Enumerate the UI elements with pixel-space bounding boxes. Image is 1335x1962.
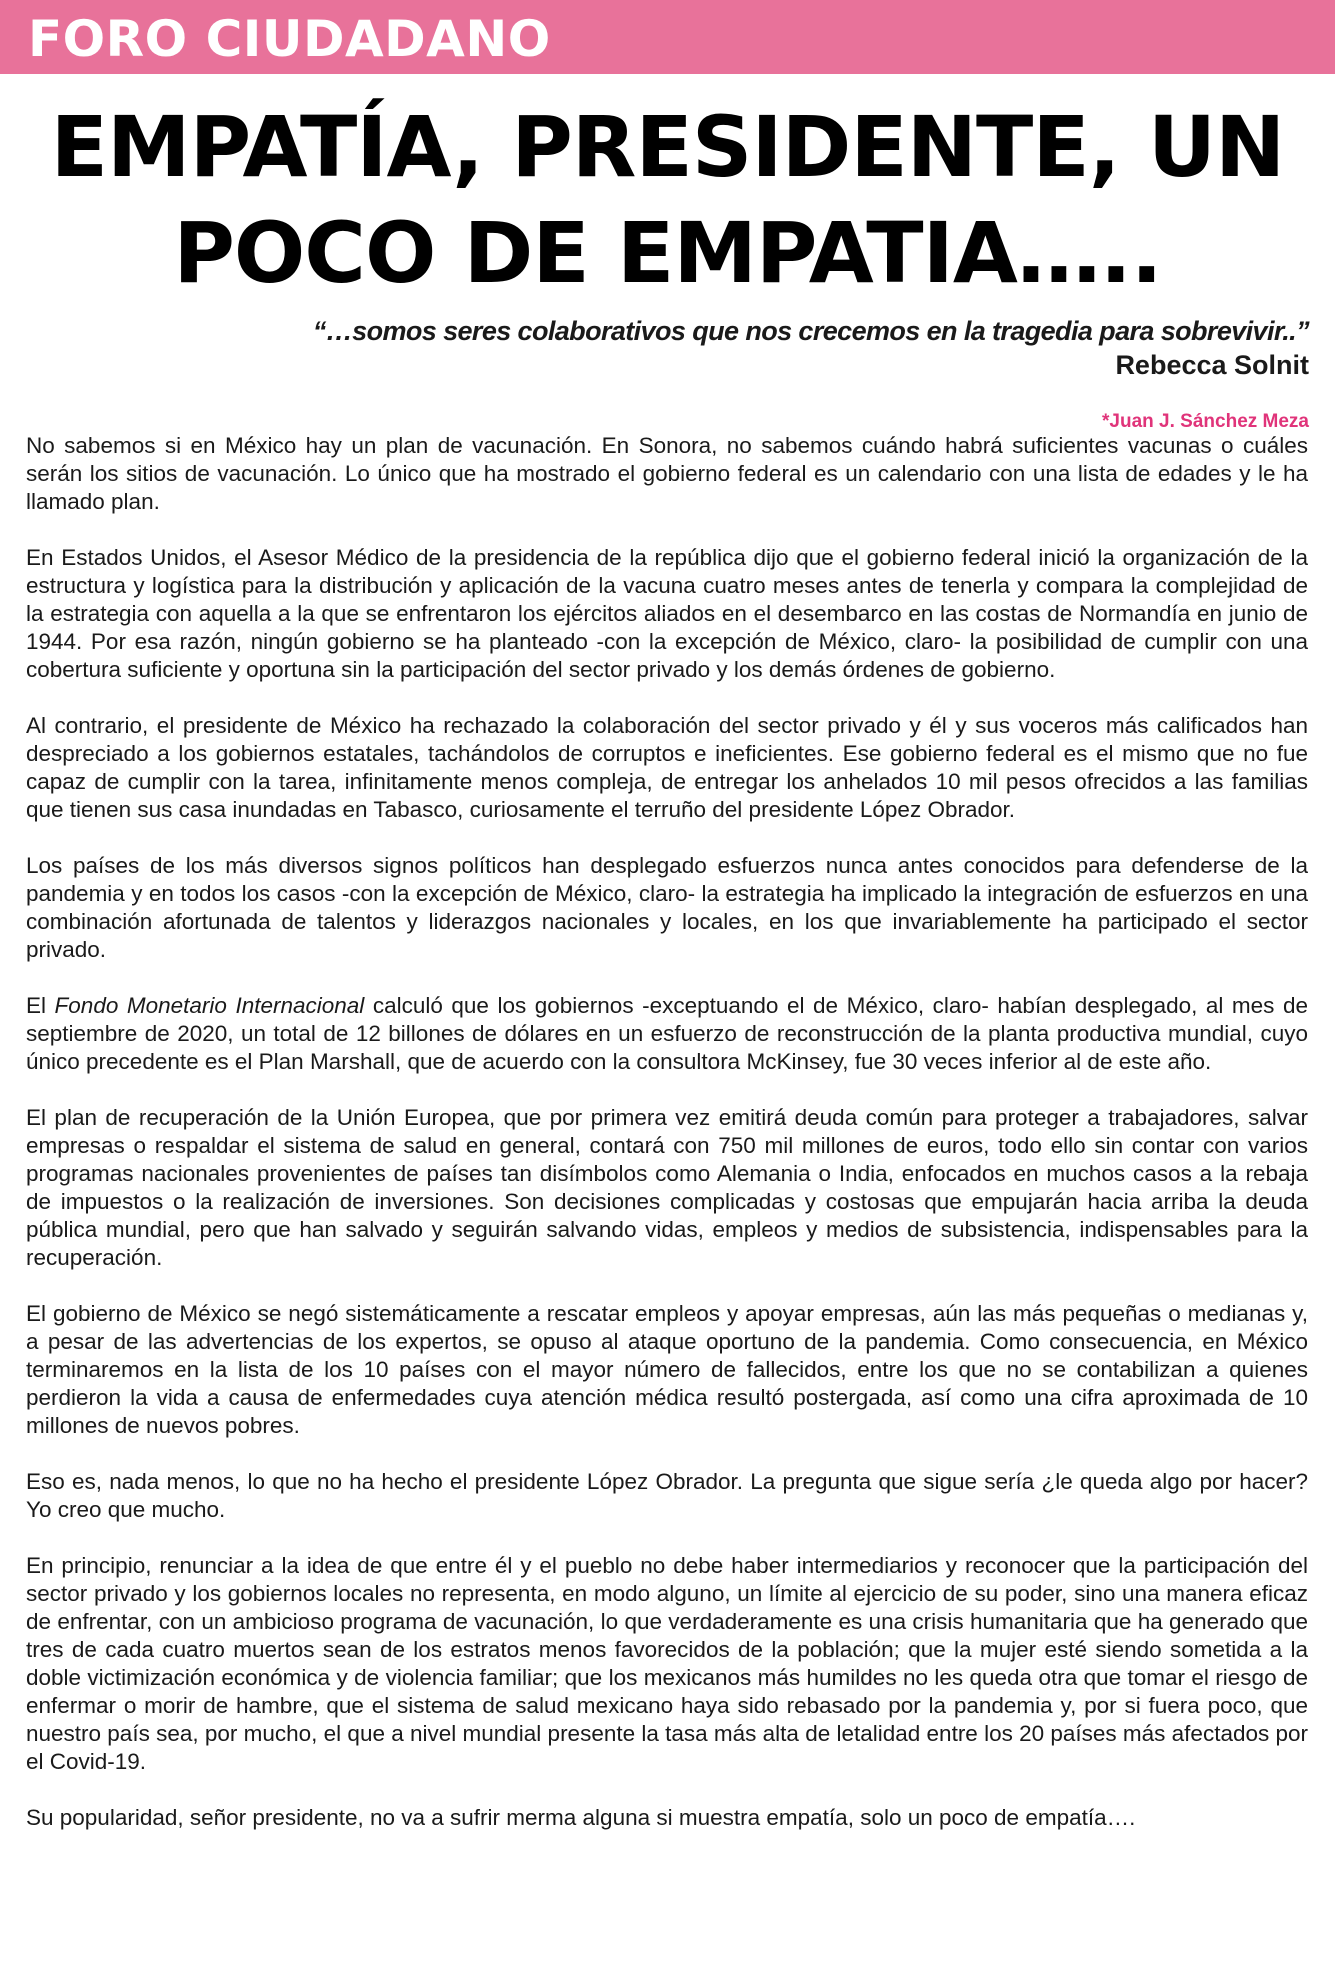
closing-paragraph: Su popularidad, señor presidente, no va a sufrir merma alguna si muestra empatía, solo un poco de empatía…. [26,1805,1136,1830]
article-body [26,432,1308,1832]
paragraph-imf [26,992,1308,1076]
article-headline: EMPATÍA, PRESIDENTE, UN POCO DE EMPATIA….. [50,98,1285,302]
epigraph-quote: “…somos seres colaborativos que nos crecemos en la tragedia para sobrevivir..” [312,316,1309,346]
paragraph: En Estados Unidos, el Asesor Médico de la presidencia de la república dijo que el gobierno federal inició la organización de la estructura y logística para la distribución y aplicación de la vacuna cuatro meses antes de tenerla y compara la complejidad de la estrategia con aquella a la que se enfrentaron los ejércitos aliados en el desembarco en las costas de Normandía en junio de 1944. Por esa razón, ningún gobierno se ha planteado -con la excepción de México, claro- la posibilidad de cumplir con una cobertura suficiente y oportuna sin la participación del sector privado y los demás órdenes de gobierno. [26,545,1308,682]
section-label: FORO CIUDADANO [28,10,551,68]
imf-suffix: calculó que los gobiernos -exceptuando el de México, claro- habían desplegado, al mes de septiembre de 2020, un total de 12 billones de dólares en un esfuerzo de reconstrucción de la planta productiva mundial, cuyo único precedente es el Plan Marshall, que de acuerdo con la consultora McKinsey, fue 30 veces inferior al de este año. [26,993,1308,1074]
paragraph: El gobierno de México se negó sistemáticamente a rescatar empleos y apoyar empresas, aún las más pequeñas o medianas y, a pesar de las advertencias de los expertos, se opuso al ataque oportuno de la pandemia. Como consecuencia, en México terminaremos en la lista de los 10 países con el mayor número de fallecidos, entre los que no se contabilizan a quienes perdieron la vida a causa de enfermedades cuya atención médica resultó postergada, así como una cifra aproximada de 10 millones de nuevos pobres. [26,1301,1308,1438]
paragraph: Eso es, nada menos, lo que no ha hecho el presidente López Obrador. La pregunta que sigue sería ¿le queda algo por hacer? Yo creo que mucho. [26,1469,1308,1522]
paragraph: Los países de los más diversos signos políticos han desplegado esfuerzos nunca antes conocidos para defenderse de la pandemia y en todos los casos -con la excepción de México, claro- la estrategia ha implicado la integración de esfuerzos en una combinación afortunada de talentos y liderazgos nacionales y locales, en los que invariablemente ha participado el sector privado. [26,853,1308,962]
paragraph: Al contrario, el presidente de México ha rechazado la colaboración del sector privado y él y sus voceros más calificados han despreciado a los gobiernos estatales, tachándolos de corruptos e ineficientes. Ese gobierno federal es el mismo que no fue capaz de cumplir con la tarea, infinitamente menos compleja, de entregar los anhelados 10 mil pesos ofrecidos a las familias que tienen sus casa inundadas en Tabasco, curiosamente el terruño del presidente López Obrador. [26,713,1308,822]
epigraph [209,314,1309,382]
paragraph: No sabemos si en México hay un plan de vacunación. En Sonora, no sabemos cuándo habrá suficientes vacunas o cuáles serán los sitios de vacunación. Lo único que ha mostrado el gobierno federal es un calendario con una lista de edades y le ha llamado plan. [26,433,1308,514]
imf-prefix: El [26,993,55,1018]
paragraph: El plan de recuperación de la Unión Europea, que por primera vez emitirá deuda común para proteger a trabajadores, salvar empresas o respaldar el sistema de salud en general, contará con 750 mil millones de euros, todo ello sin contar con varios programas nacionales provenientes de países tan disímbolos como Alemania o India, enfocados en muchos casos a la rebaja de impuestos o la realización de inversiones. Son decisiones complicadas y costosas que empujarán hacia arriba la deuda pública mundial, pero que han salvado y seguirán salvando vidas, empleos y medios de subsistencia, indispensables para la recuperación. [26,1105,1308,1270]
paragraph: En principio, renunciar a la idea de que entre él y el pueblo no debe haber intermediarios y reconocer que la participación del sector privado y los gobiernos locales no representa, en modo alguno, un límite al ejercicio de su poder, sino una manera eficaz de enfrentar, con un ambicioso programa de vacunación, lo que verdaderamente es una crisis humanitaria que ha generado que tres de cada cuatro muertos sean de los estratos menos favorecidos de la población; que la mujer esté siendo sometida a la doble victimización económica y de violencia familiar; que los mexicanos más humildes no les queda otra que tomar el riesgo de enfermar o morir de hambre, que el sistema de salud mexicano haya sido rebasado por la pandemia y, por si fuera poco, que nuestro país sea, por mucho, el que a nivel mundial presente la tasa más alta de letalidad entre los 20 países más afectados por el Covid-19. [26,1553,1309,1774]
epigraph-author: Rebecca Solnit [1115,350,1309,380]
imf-italic-name: Fondo Monetario Internacional [54,993,365,1018]
author-byline: *Juan J. Sánchez Meza [1102,411,1309,432]
section-header-bar [0,0,1335,74]
